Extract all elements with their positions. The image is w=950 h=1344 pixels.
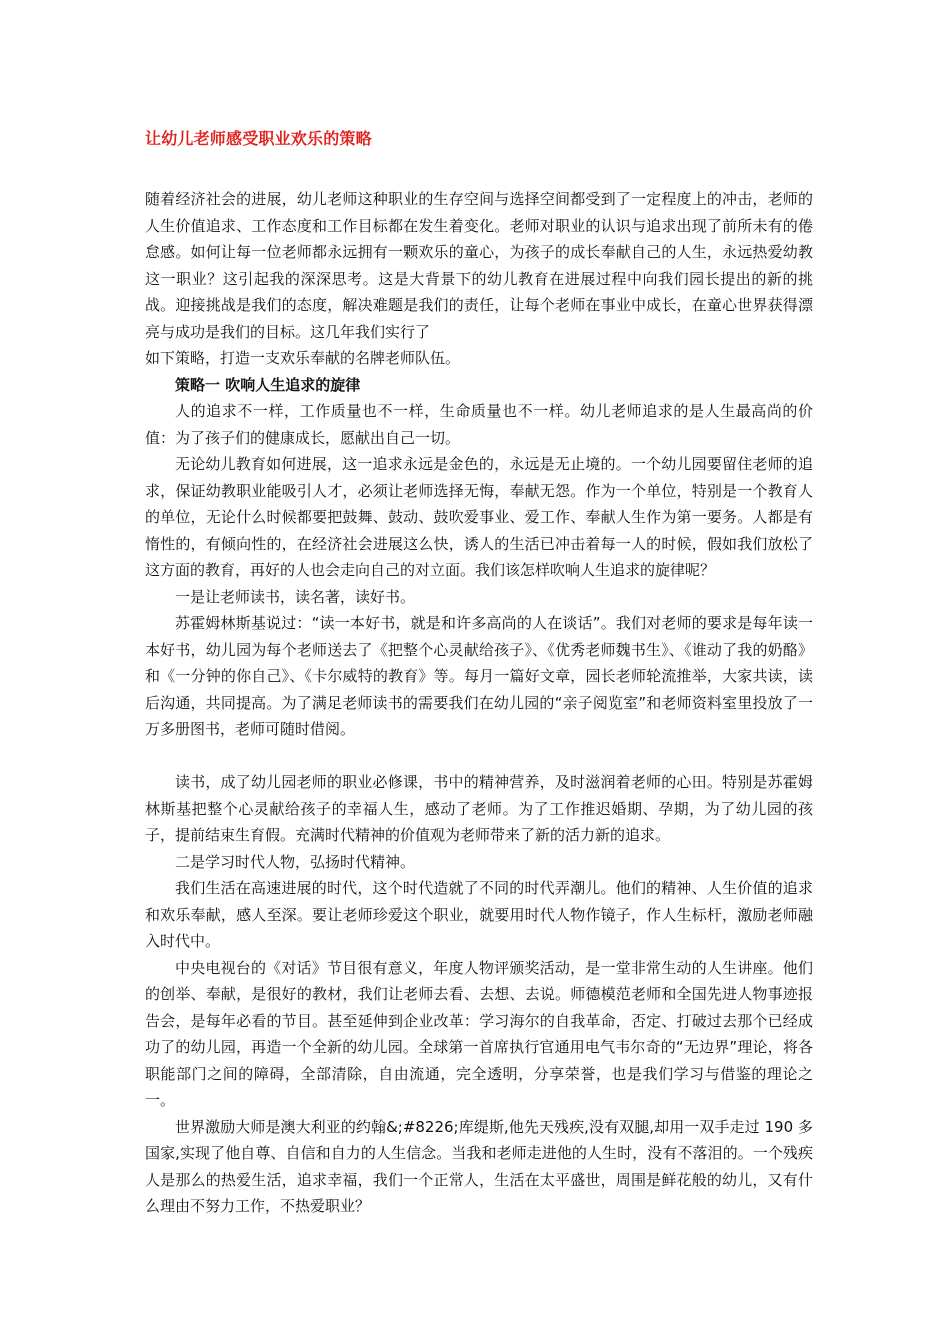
document-title: 让幼儿老师感受职业欢乐的策略 xyxy=(145,129,372,148)
paragraph-3: 一是让老师读书，读名著，读好书。 xyxy=(175,587,416,606)
paragraph-9: 世界激励大师是澳大利亚的约翰&;#8226;库缇斯,他先天残疾,没有双腿,却用一双手走过 190 多国家,实现了他自尊、自信和自力的人生信念。当我和老师走进他的人生时，没有不落泪的。一个残疾人是那么的热爱生活，追求幸福，我们一个正常人，生活在太平盛世，周围是鲜花般的幼儿，又有什么理由不努力工作，不热爱职业？ xyxy=(145,1117,813,1215)
paragraph-2: 无论幼儿教育如何进展，这一追求永远是金色的，永远是无止境的。一个幼儿园要留住老师的追求，保证幼教职业能吸引人才，必须让老师选择无悔，奉献无怨。作为一个单位，特别是一个教育人的单位，无论什么时候都要把鼓舞、鼓动、鼓吹爱事业、爱工作、奉献人生作为第一要务。人都是有惰性的，有倾向性的，在经济社会进展这么快，诱人的生活已冲击着每一人的时候，假如我们放松了这方面的教育，再好的人也会走向自己的对立面。我们该怎样吹响人生追求的旋律呢？ xyxy=(145,455,813,579)
intro-paragraph: 随着经济社会的进展，幼儿老师这种职业的生存空间与选择空间都受到了一定程度上的冲击，老师的人生价值追求、工作态度和工作目标都在发生着变化。老师对职业的认识与追求出现了前所未有的倦怠感。如何让每一位老师都永远拥有一颗欢乐的童心，为孩子的成长奉献自己的人生，永远热爱幼教这一职业？这引起我的深深思考。这是大背景下的幼儿教育在进展过程中向我们园长提出的新的挑战。迎接挑战是我们的态度，解决难题是我们的责任，让每个老师在事业中成长，在童心世界获得漂亮与成功是我们的目标。这几年我们实行了 xyxy=(145,190,813,341)
document-page xyxy=(145,126,813,1220)
paragraph-4: 苏霍姆林斯基说过：“读一本好书，就是和许多高尚的人在谈话”。我们对老师的要求是每年读一本好书，幼儿园为每个老师送去了《把整个心灵献给孩子》、《优秀老师魏书生》、《谁动了我的奶酪》和《一分钟的你自己》、《卡尔威特的教育》等。每月一篇好文章，园长老师轮流推举，大家共读，读后沟通，共同提高。为了满足老师读书的需要我们在幼儿园的“亲子阅览室”和老师资料室里投放了一万多册图书，老师可随时借阅。 xyxy=(145,614,813,738)
paragraph-7: 我们生活在高速进展的时代，这个时代造就了不同的时代弄潮儿。他们的精神、人生价值的追求和欢乐奉献，感人至深。要让老师珍爱这个职业，就要用时代人物作镜子，作人生标杆，激励老师融入时代中。 xyxy=(145,879,813,950)
strategy-one-heading: 策略一 吹响人生追求的旋律 xyxy=(175,375,361,394)
paragraph-6: 二是学习时代人物，弘扬时代精神。 xyxy=(175,852,416,871)
paragraph-1: 人的追求不一样，工作质量也不一样，生命质量也不一样。幼儿老师追求的是人生最高尚的价值：为了孩子们的健康成长，愿献出自己一切。 xyxy=(145,402,813,447)
paragraph-8: 中央电视台的《对话》节目很有意义，年度人物评颁奖活动，是一堂非常生动的人生讲座。他们的创举、奉献，是很好的教材，我们让老师去看、去想、去说。师德模范老师和全国先进人物事迹报告会，是每年必看的节目。甚至延伸到企业改革：学习海尔的自我革命，否定、打破过去那个已经成功了的幼儿园，再造一个全新的幼儿园。全球第一首席执行官通用电气韦尔奇的“无边界”理论，将各职能部门之间的障碍，全部清除，自由流通，完全透明，分享荣誉，也是我们学习与借鉴的理论之一。 xyxy=(145,958,813,1109)
paragraph-5: 读书，成了幼儿园老师的职业必修课，书中的精神营养，及时滋润着老师的心田。特别是苏霍姆林斯基把整个心灵献给孩子的幸福人生，感动了老师。为了工作推迟婚期、孕期，为了幼儿园的孩子，提前结束生育假。充满时代精神的价值观为老师带来了新的活力新的追求。 xyxy=(145,773,813,844)
paragraph-spacer xyxy=(145,743,813,770)
intro-continuation: 如下策略，打造一支欢乐奉献的名牌老师队伍。 xyxy=(145,349,461,367)
